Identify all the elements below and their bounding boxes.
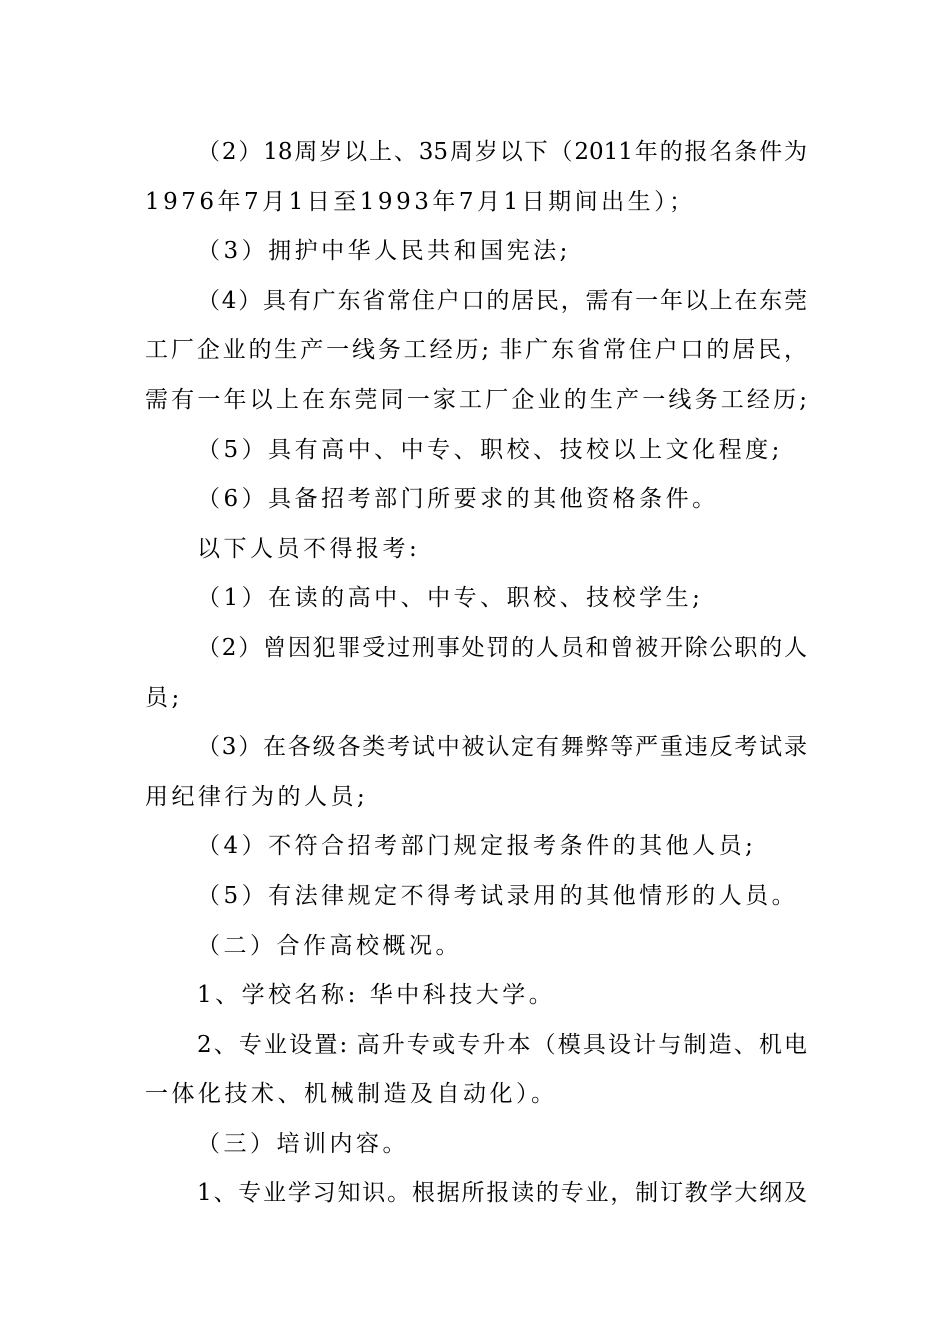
text-line: （4）不符合招考部门规定报考条件的其他人员;: [197, 833, 757, 860]
text-line: （2）18周岁以上、35周岁以下（2011年的报名条件为: [197, 139, 807, 165]
text-line: （6）具备招考部门所要求的其他资格条件。: [197, 486, 719, 513]
text-line: （4）具有广东省常住户口的居民，需有一年以上在东莞: [197, 287, 807, 314]
document-body: [145, 128, 807, 1219]
text-line: （2）曾因犯罪受过刑事处罚的人员和曾被开除公职的人: [197, 634, 807, 661]
text-line: 工厂企业的生产一线务工经历; 非广东省常住户口的居民，: [145, 337, 807, 364]
text-line: （1）在读的高中、中专、职校、技校学生;: [197, 585, 704, 612]
text-line: 1976年7月1日至1993年7月1日期间出生）；: [145, 188, 696, 215]
text-line: （5）有法律规定不得考试录用的其他情形的人员。: [197, 882, 799, 909]
text-line: 1、学校名称: 华中科技大学。: [197, 982, 556, 1009]
text-line: 需有一年以上在东莞同一家工厂企业的生产一线务工经历;: [145, 386, 807, 413]
text-line: 以下人员不得报考:: [197, 535, 421, 562]
text-line: 1、专业学习知识。根据所报读的专业，制订教学大纲及: [197, 1180, 807, 1207]
text-line: 一体化技术、机械制造及自动化）。: [145, 1081, 558, 1108]
text-line: （3）拥护中华人民共和国宪法;: [197, 238, 571, 265]
section-heading: （三）培训内容。: [197, 1130, 409, 1157]
text-line: 2、专业设置: 高升专或专升本（模具设计与制造、机电: [197, 1031, 807, 1058]
text-line: 用纪律行为的人员;: [145, 783, 369, 810]
text-line: （5）具有高中、中专、职校、技校以上文化程度;: [197, 436, 783, 463]
text-line: 员;: [145, 684, 183, 711]
text-line: （3）在各级各类考试中被认定有舞弊等严重违反考试录: [197, 734, 807, 761]
section-heading: （二）合作高校概况。: [197, 932, 462, 959]
